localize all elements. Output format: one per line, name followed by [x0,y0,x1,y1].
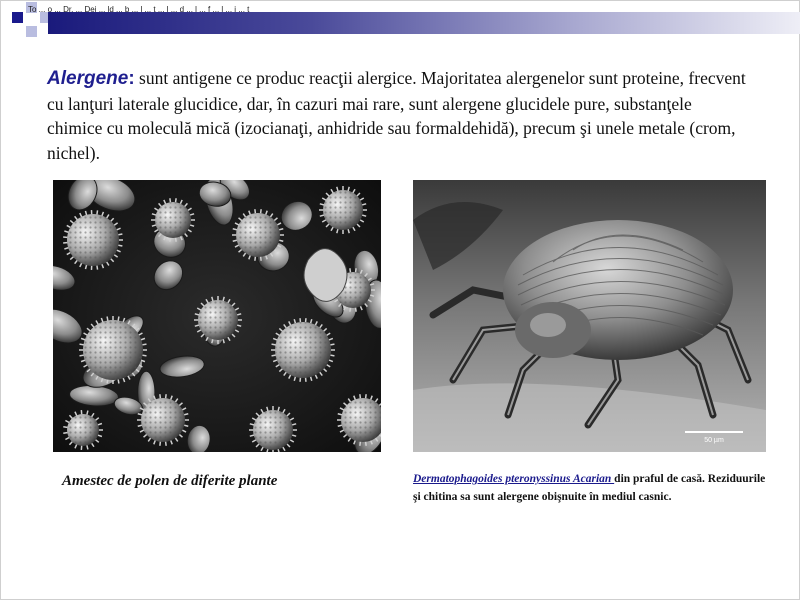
term-colon: : [128,68,135,89]
mite-species-link[interactable]: Dermatophagoides pteronyssinus Acarian [413,473,615,485]
pollen-grain-spiky [319,186,367,234]
pollen-image [53,180,381,452]
header-banner [48,12,800,34]
pollen-grain-spiky [194,296,242,344]
pollen-caption: Amestec de polen de diferite plante [62,473,278,489]
decor-square-light [26,26,37,37]
term-alergene: Alergene [47,68,129,89]
body-text: sunt antigene ce produc reacţii alergice. Majoritatea alergenelor sunt proteine, frecvent cu lanţuri laterale glucidice, dar, în cazuri mai rare, sunt alergene glucidele pure, substanţele chimice cu moleculă mică (izocianaţi, anhidride sau formaldehidă), precum şi unele metale (crom, nichel). [47,68,746,163]
mite-caption [413,470,773,506]
dust-mite-illustration [413,180,766,452]
dust-mite-image [413,180,766,452]
mite-caption-text: din praful de casă. Reziduurile şi chitina sa sunt alergene obişnuite în mediul casnic. [413,473,766,503]
header-tiny-text: To ... o ... Dr. ... Dei ... ld ... b ... l ... t ... l ... d ... l ... f ... l ... i ... t [28,5,250,14]
scale-label: 50 µm [704,437,724,444]
decor-square-dark [12,12,23,23]
pollen-illustration [53,180,381,452]
body-paragraph [47,66,747,165]
